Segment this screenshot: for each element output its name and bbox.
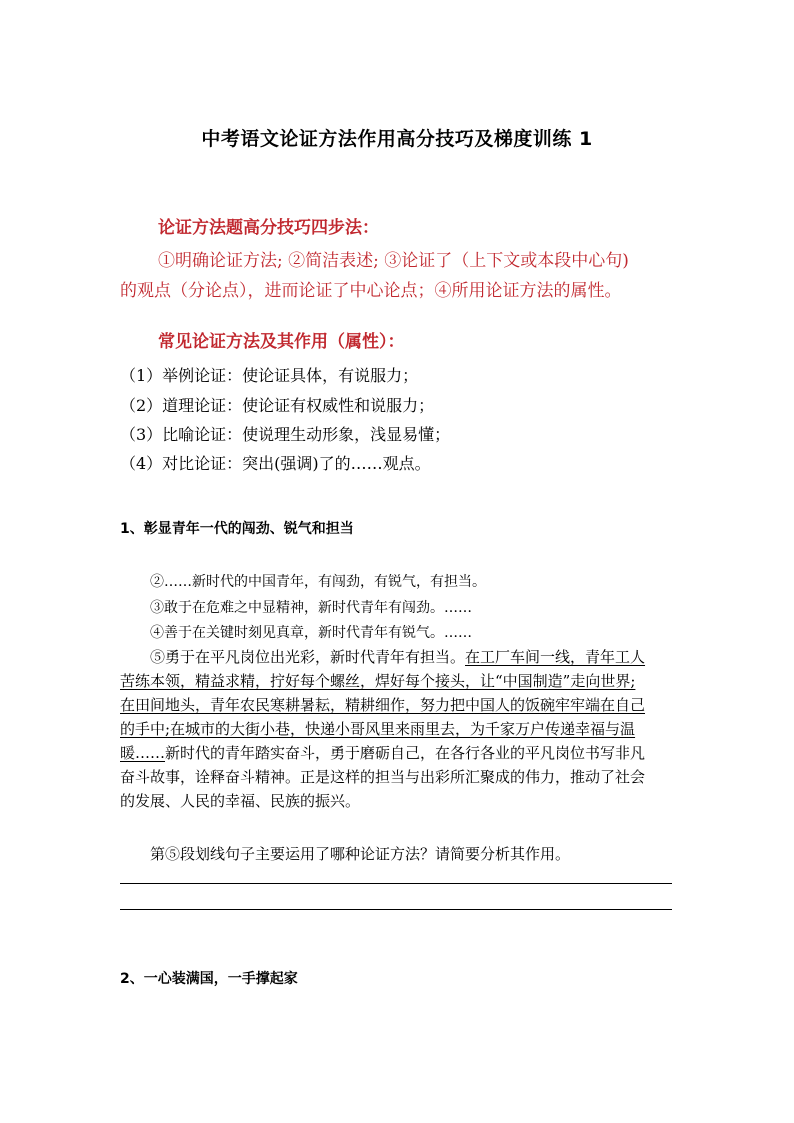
section-1-heading: 1、彰显青年一代的闯劲、锐气和担当 [120,521,354,537]
page-title: 中考语文论证方法作用高分技巧及梯度训练 1 [201,128,593,150]
paragraph-5-line-1 [150,646,645,667]
paragraph-5-line-2: 苦练本领，精益求精，拧好每个螺丝，焊好每个接头，让“中国制造”走向世界; [120,672,636,690]
section-2-heading: 2、一心装满国，一手撑起家 [120,971,298,987]
methods-heading: 常见论证方法及其作用（属性）： [158,332,405,352]
paragraph-3: ③敢于在危难之中显精神，新时代青年有闯劲。…… [150,600,472,616]
tips-heading: 论证方法题高分技巧四步法： [158,218,379,238]
underlined-sentence: 在工厂车间一线，青年工人 [465,648,646,666]
paragraph-5-continuation: 新时代的青年踏实奋斗，勇于磨砺自己，在各行各业的平凡岗位书写非凡 [165,744,646,762]
answer-line-2[interactable] [120,909,672,910]
method-item-1: （1）举例论证：使论证具体，有说服力； [120,366,419,385]
paragraph-5-line-6: 奋斗故事，诠释奋斗精神。正是这样的担当与出彩所汇聚成的伟力，推动了社会 [120,768,646,786]
method-item-4: （4）对比论证：突出(强调)了的……观点。 [120,454,431,473]
tips-line-2: 的观点（分论点），进而论证了中心论点；④所用论证方法的属性。 [120,281,622,301]
paragraph-5-plain: ⑤勇于在平凡岗位出光彩，新时代青年有担当。 [150,648,466,666]
paragraph-5-line-4: 的手中;在城市的大街小巷，快递小哥风里来雨里去，为千家万户传递幸福与温 [120,720,636,738]
method-item-2: （2）道理论证：使论证有权威性和说服力； [120,396,435,415]
method-item-3: （3）比喻论证：使说理生动形象，浅显易懂； [120,425,451,444]
paragraph-5-line-3: 在田间地头，青年农民寒耕暑耘，精耕细作，努力把中国人的饭碗牢牢端在自己 [120,696,646,714]
paragraph-5-line-5 [120,742,645,763]
answer-line-1[interactable] [120,883,672,884]
underlined-sentence-end: 暖…… [120,744,166,762]
paragraph-2: ②……新时代的中国青年，有闯劲，有锐气，有担当。 [150,574,486,590]
paragraph-4: ④善于在关键时刻见真章，新时代青年有锐气。…… [150,625,472,641]
tips-line-1: ①明确论证方法; ②简洁表述; ③论证了（上下文或本段中心句) [158,251,629,271]
paragraph-5-line-7: 的发展、人民的幸福、民族的振兴。 [120,792,361,810]
question-text: 第⑤段划线句子主要运用了哪种论证方法？请简要分析其作用。 [150,845,571,863]
